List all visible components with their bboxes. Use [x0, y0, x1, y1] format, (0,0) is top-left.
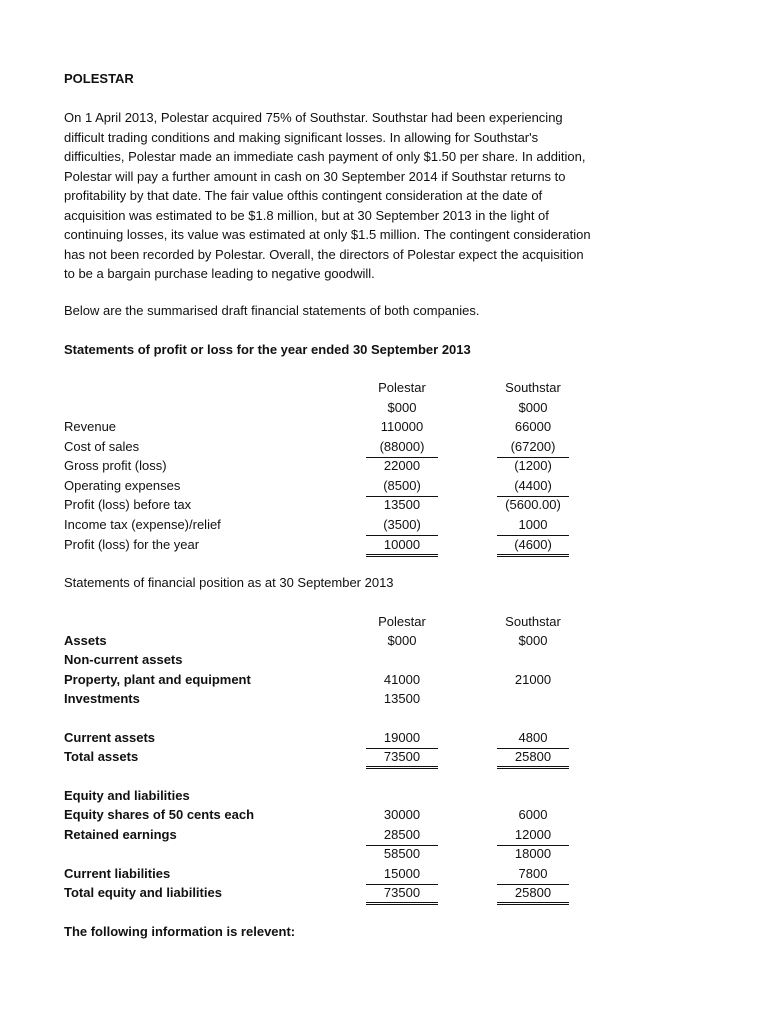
sfp-row-investments: [64, 691, 624, 710]
row-label: Property, plant and equipment: [64, 672, 251, 687]
row-label: Total assets: [64, 749, 139, 764]
pl-col1-unit: $000: [387, 400, 417, 415]
row-label: Investments: [64, 691, 140, 706]
sfp-row-total-assets: [64, 749, 624, 768]
polestar-value: 58500: [383, 846, 421, 861]
sfp-row-current-assets: [64, 730, 624, 749]
pl-header-row: [64, 380, 624, 399]
sfp-heading: Statements of financial position as at 30 September 2013: [64, 575, 394, 590]
polestar-value: 13500: [383, 497, 421, 512]
row-label: Equity shares of 50 cents each: [64, 807, 255, 822]
row-label: Gross profit (loss): [64, 458, 167, 473]
southstar-value: 6000: [518, 807, 548, 822]
sfp-col1-name: Polestar: [378, 614, 426, 629]
information-heading: The following information is relevent:: [64, 924, 296, 939]
pl-heading: Statements of profit or loss for the year ended 30 September 2013: [64, 342, 471, 357]
pl-row-income-tax: [64, 517, 624, 536]
southstar-value: 12000: [497, 827, 569, 846]
row-label: Retained earnings: [64, 827, 177, 842]
sfp-col2-unit: $000: [518, 633, 548, 648]
sfp-row-equity-shares: [64, 807, 624, 826]
polestar-value: (8500): [366, 478, 438, 497]
sfp-col2-name: Southstar: [505, 614, 561, 629]
southstar-value: 1000: [497, 517, 569, 536]
southstar-value: 25800: [497, 885, 569, 905]
pl-col2-unit: $000: [518, 400, 548, 415]
intro-line: difficult trading conditions and making significant losses. In allowing for Southstar's: [64, 129, 539, 145]
pl-row-profit-before-tax: [64, 497, 624, 516]
pl-row-cost-of-sales: [64, 439, 624, 458]
polestar-value: 15000: [366, 866, 438, 885]
pl-row-profit-for-year: [64, 537, 624, 556]
intro-line: profitability by that date. The fair value ofthis contingent consideration at the date of: [64, 188, 543, 203]
row-label: Revenue: [64, 419, 117, 434]
row-label: Current assets: [64, 730, 156, 745]
polestar-value: 30000: [383, 807, 421, 822]
summary-note: Below are the summarised draft financial statements of both companies.: [64, 303, 480, 318]
equity-liabilities-label: Equity and liabilities: [64, 788, 190, 803]
southstar-value: 18000: [514, 846, 552, 861]
assets-label: Assets: [64, 633, 107, 648]
polestar-value: 19000: [366, 730, 438, 749]
intro-line: On 1 April 2013, Polestar acquired 75% of Southstar. Southstar had been experiencing: [64, 110, 563, 125]
polestar-value: 73500: [366, 885, 438, 905]
intro-line: to be a bargain purchase leading to negative goodwill.: [64, 266, 375, 281]
row-label: Profit (loss) for the year: [64, 537, 200, 552]
intro-line: Polestar will pay a further amount in cash on 30 September 2014 if Southstar returns to: [64, 168, 566, 184]
pl-row-gross-profit: [64, 458, 624, 477]
southstar-value: (4600): [497, 537, 569, 557]
sfp-assets-row: [64, 633, 624, 652]
southstar-value: 7800: [497, 866, 569, 885]
noncurrent-assets-label: Non-current assets: [64, 652, 183, 667]
sfp-header-row: [64, 614, 624, 633]
pl-unit-row: [64, 400, 624, 419]
sfp-eq-liab-row: [64, 788, 624, 807]
pl-col2-name: Southstar: [505, 380, 561, 395]
southstar-value: 66000: [514, 419, 552, 434]
pl-row-operating-expenses: [64, 478, 624, 497]
row-label: Total equity and liabilities: [64, 885, 222, 900]
southstar-value: (67200): [497, 439, 569, 458]
polestar-value: 41000: [383, 672, 421, 687]
polestar-value: (88000): [366, 439, 438, 458]
row-label: Income tax (expense)/relief: [64, 517, 221, 532]
intro-line: has not been recorded by Polestar. Overall, the directors of Polestar expect the acquisition: [64, 246, 584, 262]
intro-line: difficulties, Polestar made an immediate cash payment of only $1.50 per share. In addition,: [64, 149, 586, 164]
polestar-value: 13500: [383, 691, 421, 706]
polestar-value: 10000: [366, 537, 438, 557]
polestar-value: 73500: [366, 749, 438, 769]
document-title: POLESTAR: [64, 71, 134, 86]
row-label: Profit (loss) before tax: [64, 497, 192, 512]
southstar-value: (4400): [497, 478, 569, 497]
southstar-value: (1200): [514, 458, 552, 473]
southstar-value: 25800: [497, 749, 569, 769]
southstar-value: 21000: [514, 672, 552, 687]
polestar-value: 28500: [366, 827, 438, 846]
row-label: Operating expenses: [64, 478, 181, 493]
intro-line: acquisition was estimated to be $1.8 million, but at 30 September 2013 in the light of: [64, 207, 549, 223]
sfp-row-current-liabilities: [64, 866, 624, 885]
row-label: Current liabilities: [64, 866, 171, 881]
sfp-row-ppe: [64, 672, 624, 691]
sfp-col1-unit: $000: [387, 633, 417, 648]
intro-line: continuing losses, its value was estimated at only $1.5 million. The contingent consideration: [64, 227, 591, 242]
intro-paragraph: [64, 108, 591, 284]
southstar-value: (5600.00): [505, 497, 561, 512]
row-label: Cost of sales: [64, 439, 140, 454]
polestar-value: 22000: [383, 458, 421, 473]
sfp-row-total-equity-liabilities: [64, 885, 624, 904]
polestar-value: 110000: [380, 419, 424, 434]
pl-col1-name: Polestar: [378, 380, 426, 395]
sfp-noncurrent-row: [64, 652, 624, 671]
pl-row-revenue: [64, 419, 624, 438]
sfp-row-retained-earnings: [64, 827, 624, 846]
polestar-value: (3500): [366, 517, 438, 536]
southstar-value: 4800: [497, 730, 569, 749]
sfp-row-equity-subtotal: [64, 846, 624, 865]
